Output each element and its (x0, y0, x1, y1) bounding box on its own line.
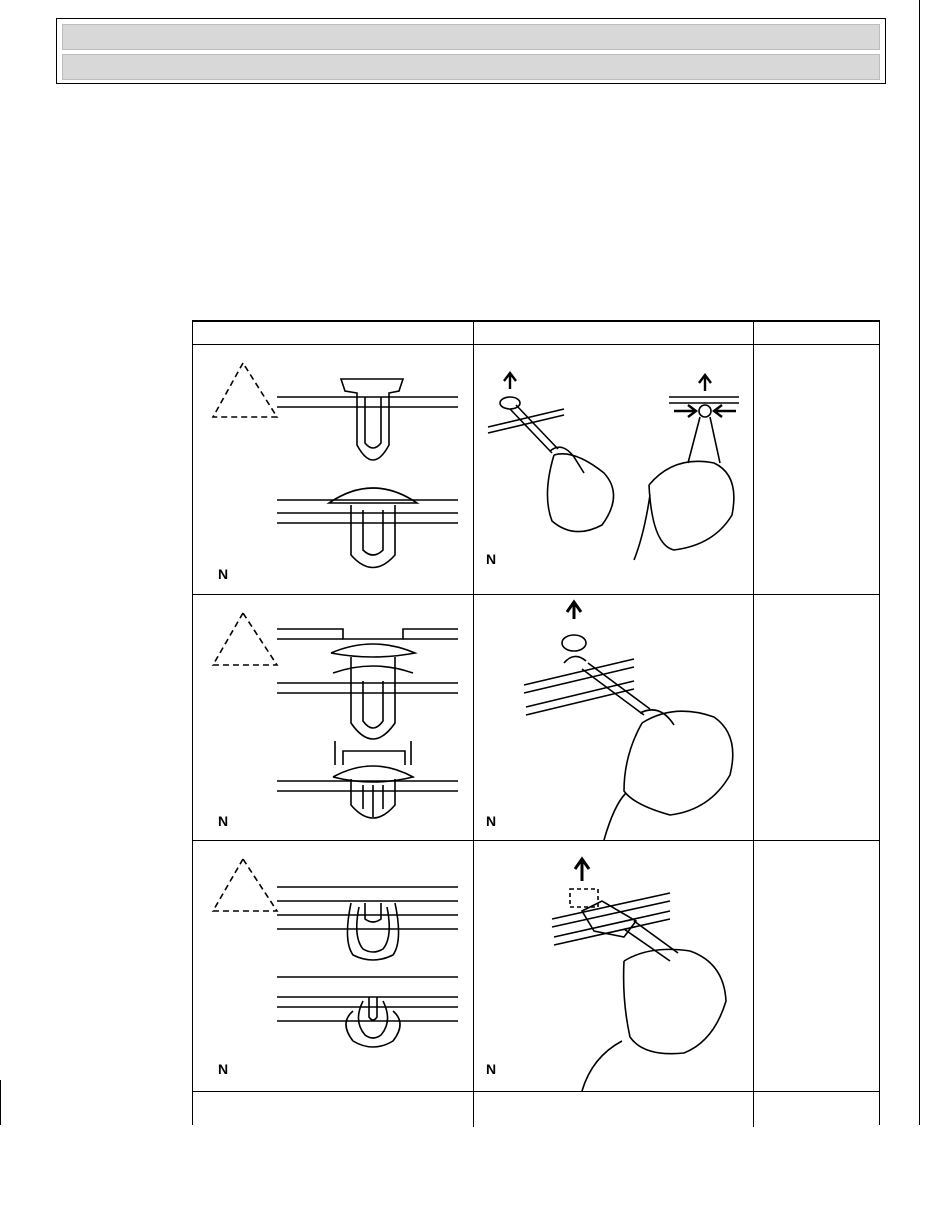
push-clip-diagram (193, 345, 473, 594)
column-header-shape (193, 322, 473, 344)
two-piece-clip-diagram (193, 595, 473, 840)
page-frame-left-edge (0, 1080, 1, 1125)
table-row-2-removal-method (474, 595, 753, 840)
warning-triangle-icon (213, 859, 277, 911)
spring-clip-diagram (193, 841, 473, 1091)
column-divider (753, 322, 754, 1127)
table-row-1-clip-diagram (193, 345, 473, 594)
up-arrow-icon (504, 373, 516, 389)
table-row-2-clip-diagram (193, 595, 473, 840)
left-arrow-icon (714, 405, 736, 417)
screwdriver-and-pliers-illustration (474, 345, 753, 594)
up-arrow-icon (567, 602, 581, 619)
row-divider (193, 1091, 879, 1092)
table-row-1-removal-method (474, 345, 753, 594)
up-arrow-icon (699, 375, 711, 391)
clip-removal-table (192, 320, 880, 1125)
figure-code: N (218, 813, 229, 829)
clip-remover-tool-illustration (474, 841, 753, 1091)
column-header-removal (474, 322, 753, 344)
screwdriver-pry-illustration (474, 595, 753, 840)
figure-code: N (218, 1061, 229, 1077)
document-header (56, 18, 886, 84)
header-title-bar (62, 24, 880, 50)
header-subtitle-bar (62, 54, 880, 80)
figure-code: N (218, 566, 229, 582)
figure-code: N (486, 813, 497, 829)
right-arrow-icon (674, 405, 696, 417)
figure-code: N (486, 551, 497, 567)
warning-triangle-icon (213, 363, 277, 417)
table-row-3-clip-diagram (193, 841, 473, 1091)
warning-triangle-icon (213, 613, 277, 665)
up-arrow-icon (575, 859, 589, 881)
column-header-notes (754, 322, 879, 344)
figure-code: N (486, 1061, 497, 1077)
table-row-3-removal-method (474, 841, 753, 1091)
